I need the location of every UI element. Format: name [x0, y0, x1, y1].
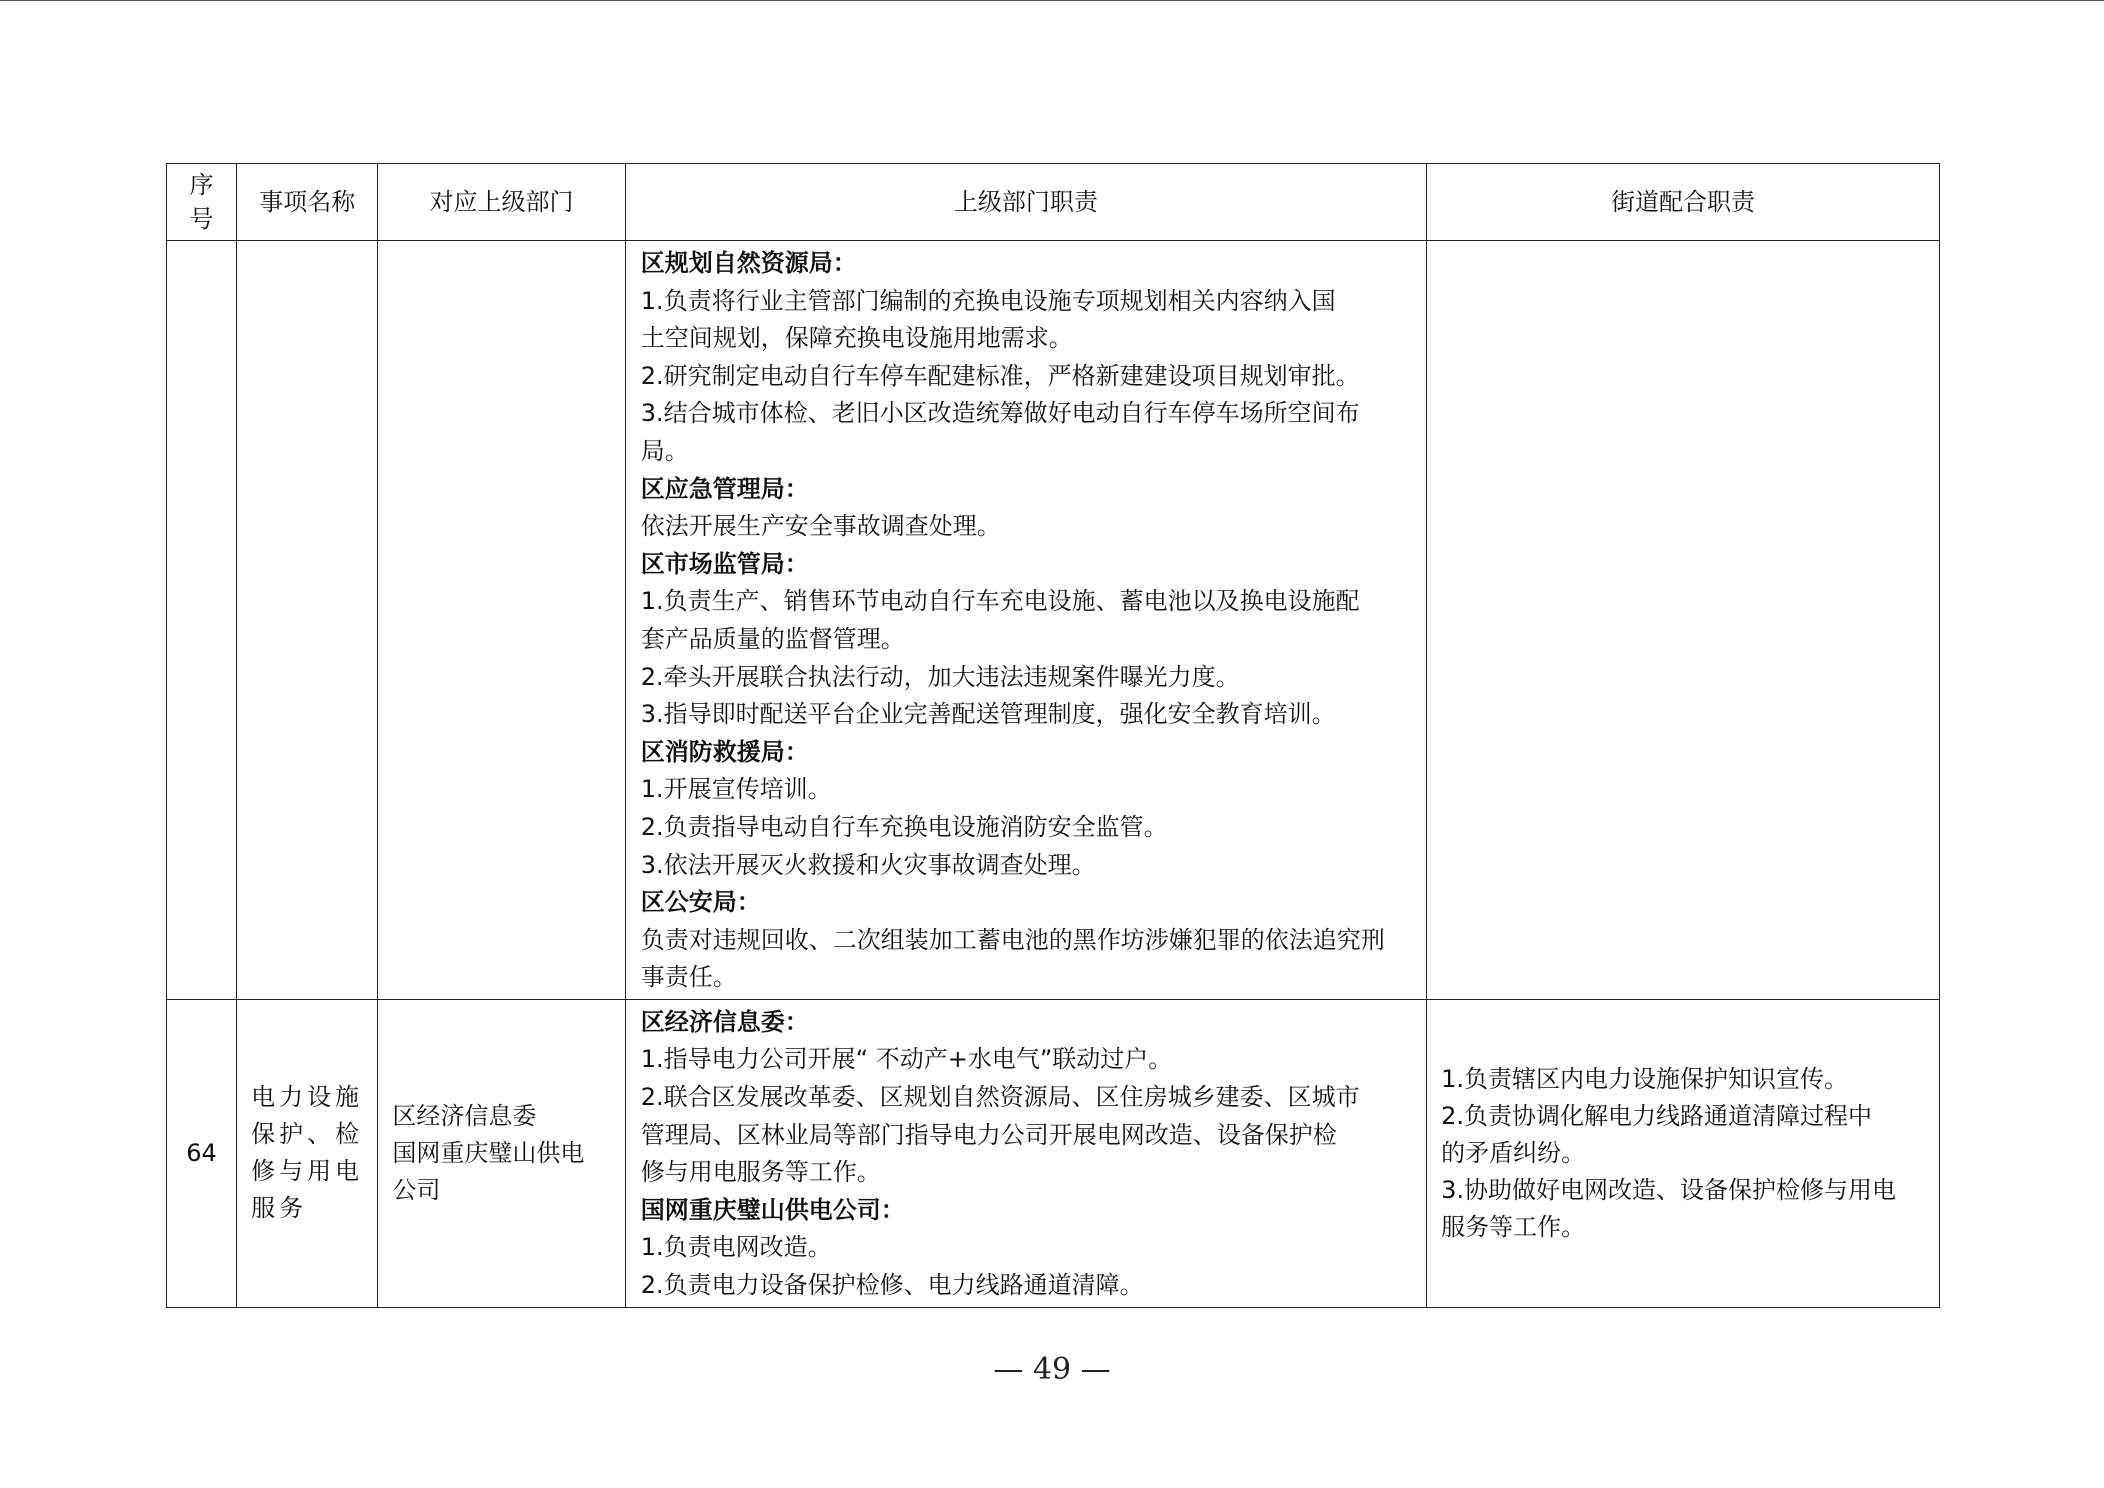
street-duty-line: 1.负责辖区内电力设施保护知识宣传。 [1441, 1064, 1848, 1093]
street-duty-line: 的矛盾纠纷。 [1441, 1138, 1586, 1167]
upper-dept-line: 区经济信息委 [392, 1101, 537, 1130]
page-top-edge [0, 0, 2104, 1]
street-duty-cell [1427, 999, 1940, 1307]
header-seq-line2: 号 [189, 205, 214, 233]
duty-line: 3.结合城市体检、老旧小区改造统筹做好电动自行车停车场所空间布 [640, 399, 1360, 428]
duty-line: 事责任。 [640, 963, 737, 992]
page-number: — 49 — [993, 1352, 1111, 1387]
duty-line: 2.联合区发展改革委、区规划自然资源局、区住房城乡建委、区城市 [640, 1083, 1360, 1112]
street-duty-line: 3.协助做好电网改造、设备保护检修与用电 [1441, 1175, 1896, 1204]
dept-title: 区应急管理局： [640, 474, 809, 503]
dept-title: 国网重庆璧山供电公司： [640, 1195, 905, 1224]
header-row [167, 164, 1940, 241]
dept-title: 区经济信息委： [640, 1007, 809, 1036]
header-seq-line1: 序 [189, 171, 214, 199]
duty-line: 3.指导即时配送平台企业完善配送管理制度，强化安全教育培训。 [640, 700, 1336, 729]
header-upper-duty: 上级部门职责 [625, 164, 1426, 241]
duty-line: 1.负责将行业主管部门编制的充换电设施专项规划相关内容纳入国 [640, 286, 1336, 315]
table-row-64 [167, 999, 1940, 1307]
duty-line: 2.负责电力设备保护检修、电力线路通道清障。 [640, 1271, 1144, 1300]
duty-line: 2.负责指导电动自行车充换电设施消防安全监管。 [640, 812, 1168, 841]
dept-title: 区消防救援局： [640, 737, 809, 766]
header-seq [167, 164, 237, 241]
street-duty-line: 2.负责协调化解电力线路通道清障过程中 [1441, 1101, 1872, 1130]
duty-line: 土空间规划，保障充换电设施用地需求。 [640, 324, 1073, 353]
duty-line: 负责对违规回收、二次组装加工蓄电池的黑作坊涉嫌犯罪的依法追究刑 [640, 925, 1385, 954]
upper-duty-cell [625, 241, 1426, 1000]
duty-line: 依法开展生产安全事故调查处理。 [640, 512, 1001, 541]
upper-duty-cell [625, 999, 1426, 1307]
item-name-line: 服务 [251, 1194, 308, 1223]
item-name-line: 修与用电 [251, 1157, 364, 1186]
table-row-continued [167, 241, 1940, 1000]
upper-dept-line: 国网重庆璧山供电 [392, 1138, 585, 1167]
table-header [167, 164, 1940, 241]
dept-title: 区规划自然资源局： [640, 249, 857, 277]
responsibility-table [166, 163, 1940, 1308]
duty-line: 修与用电服务等工作。 [640, 1158, 881, 1187]
duty-line: 3.依法开展灭火救援和火灾事故调查处理。 [640, 850, 1096, 879]
header-upper-dept: 对应上级部门 [378, 164, 625, 241]
item-name-line: 电力设施 [251, 1083, 364, 1112]
item-name-cell-empty [237, 241, 378, 1000]
item-name-line: 保护、检 [251, 1120, 364, 1149]
street-duty-cell-empty [1427, 241, 1940, 1000]
duty-line: 1.开展宣传培训。 [640, 775, 832, 804]
upper-dept-line: 公司 [392, 1175, 441, 1204]
header-street-duty: 街道配合职责 [1427, 164, 1940, 241]
duty-line: 管理局、区林业局等部门指导电力公司开展电网改造、设备保护检 [640, 1120, 1337, 1149]
street-duty-line: 服务等工作。 [1441, 1212, 1586, 1241]
seq-cell: 64 [167, 999, 237, 1307]
duty-line: 1.指导电力公司开展“ 不动产+水电气”联动过户。 [640, 1045, 1173, 1074]
duty-line: 1.负责生产、销售环节电动自行车充电设施、蓄电池以及换电设施配 [640, 587, 1360, 616]
duty-line: 局。 [640, 436, 689, 465]
duty-line: 2.牵头开展联合执法行动，加大违法违规案件曝光力度。 [640, 662, 1240, 691]
duty-line: 套产品质量的监督管理。 [640, 624, 905, 653]
upper-dept-cell-empty [378, 241, 625, 1000]
seq-cell-empty [167, 241, 237, 1000]
duty-line: 2.研究制定电动自行车停车配建标准，严格新建建设项目规划审批。 [640, 361, 1360, 390]
upper-dept-cell [378, 999, 625, 1307]
duty-line: 1.负责电网改造。 [640, 1233, 832, 1262]
item-name-cell [237, 999, 378, 1307]
dept-title: 区公安局： [640, 888, 761, 917]
dept-title: 区市场监管局： [640, 549, 809, 578]
header-item-name: 事项名称 [237, 164, 378, 241]
